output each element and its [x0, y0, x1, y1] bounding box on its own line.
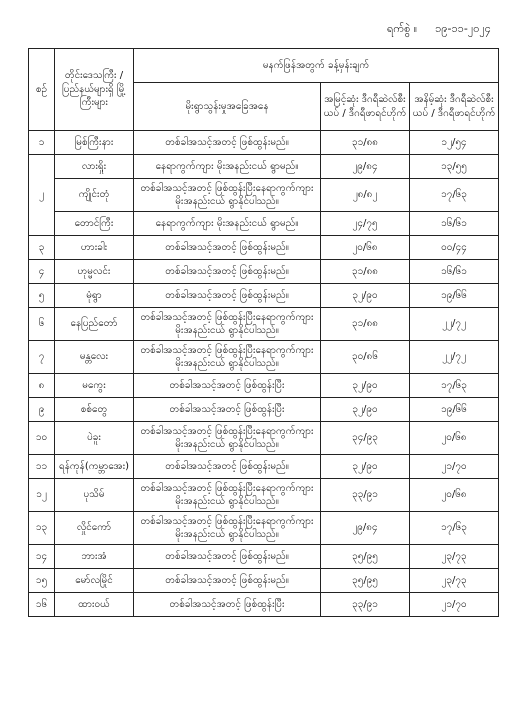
header-forecast-group: မနက်ဖြန်အတွက် ခန့်မှန်းချက်	[134, 49, 499, 83]
row-max-temp: ၃၂/၉၀	[321, 374, 410, 398]
row-max-temp: ၃၁/၈၈	[321, 260, 410, 284]
row-min-temp: ၂၁/၇၀	[410, 455, 499, 479]
row-min-temp: ၁၆/၆၁	[410, 260, 499, 284]
row-max-temp: ၂၄/၇၅	[321, 212, 410, 236]
row-condition: တစ်ခါအသင့်အတင့် ဖြစ်ထွန်းမည်။	[134, 569, 321, 593]
row-max-temp: ၃၃/၉၁	[321, 479, 410, 512]
row-max-temp: ၃၂/၉၀	[321, 284, 410, 308]
row-serial-number: ၁၅	[29, 569, 55, 593]
row-min-temp: ၂၂/၇၂	[410, 308, 499, 341]
row-min-temp: ၂၀/၆၈	[410, 479, 499, 512]
row-serial-number: ၆	[29, 308, 55, 341]
header-region-cities: တိုင်းဒေသကြီး / ပြည်နယ်များရှိ မြို့ကြီးများ	[55, 49, 134, 131]
row-condition: တစ်ခါအသင့်အတင့် ဖြစ်ထွန်းမည်။	[134, 131, 321, 155]
row-condition: တစ်ခါအသင့်အတင့် ဖြစ်ထွန်းမည်။	[134, 545, 321, 569]
row-max-temp: ၃၄/၉၃	[321, 422, 410, 455]
row-serial-number: ၈	[29, 374, 55, 398]
table-row	[29, 398, 499, 422]
row-serial-number: ၁၁	[29, 455, 55, 479]
forecast-table	[28, 48, 499, 617]
row-serial-number: ၁၀	[29, 422, 55, 455]
header-rain-condition: မိုးရွာသွန်းမှုအခြေအနေ	[134, 83, 321, 131]
row-max-temp: ၃၅/၉၅	[321, 545, 410, 569]
row-city: စစ်တွေ	[55, 398, 134, 422]
table-row	[29, 260, 499, 284]
row-min-temp: ၁၃/၅၅	[410, 155, 499, 179]
row-city: လားရှိုး	[55, 155, 134, 179]
row-condition: တစ်ခါအသင့်အတင့် ဖြစ်ထွန်းပြီး	[134, 398, 321, 422]
table-row	[29, 374, 499, 398]
row-condition: နေရာကွက်ကျား မိုးအနည်းငယ် ရွာမည်။	[134, 212, 321, 236]
row-city: မကွေး	[55, 374, 134, 398]
row-serial-number: ၃	[29, 236, 55, 260]
row-serial-number: ၁၄	[29, 545, 55, 569]
row-condition: တစ်ခါအသင့်အတင့် ဖြစ်ထွန်းပြီး	[134, 593, 321, 617]
row-min-temp: ၂၁/၇၀	[410, 593, 499, 617]
row-max-temp: ၃၂/၉၀	[321, 398, 410, 422]
row-serial-number: ၇	[29, 341, 55, 374]
row-city: ဟားခါး	[55, 236, 134, 260]
table-body	[29, 131, 499, 617]
row-min-temp: ၁၇/၆၃	[410, 374, 499, 398]
row-condition: တစ်ခါအသင့်အတင့် ဖြစ်ထွန်းပြီးနေရာကွက်ကျား မိုးအနည်းငယ် ရွာနိုင်ပါသည်။	[134, 479, 321, 512]
table-row	[29, 455, 499, 479]
row-max-temp: ၃၁/၈၈	[321, 131, 410, 155]
row-city: ထားဝယ်	[55, 593, 134, 617]
row-city: ပုသိမ်	[55, 479, 134, 512]
table-row	[29, 284, 499, 308]
row-city: မုံရွာ	[55, 284, 134, 308]
row-condition: တစ်ခါအသင့်အတင့် ဖြစ်ထွန်းပြီးနေရာကွက်ကျား မိုးအနည်းငယ် ရွာနိုင်ပါသည်။	[134, 308, 321, 341]
row-min-temp: ၀၀/၄၄	[410, 236, 499, 260]
row-min-temp: ၂၃/၇၃	[410, 545, 499, 569]
row-max-temp: ၂၉/၈၄	[321, 512, 410, 545]
row-max-temp: ၂၈/၈၂	[321, 179, 410, 212]
row-city: ကျိုင်းတုံ	[55, 179, 134, 212]
row-min-temp: ၂၂/၇၂	[410, 341, 499, 374]
row-condition: နေရာကွက်ကျား မိုးအနည်းငယ် ရွာမည်။	[134, 155, 321, 179]
table-row	[29, 422, 499, 455]
row-max-temp: ၃၀/၈၆	[321, 341, 410, 374]
row-min-temp: ၁၇/၆၃	[410, 179, 499, 212]
row-serial-number: ၄	[29, 260, 55, 284]
row-min-temp: ၁၇/၆၃	[410, 512, 499, 545]
table-row	[29, 545, 499, 569]
row-city: ရန်ကုန်(ကမ္ဘာအေး)	[55, 455, 134, 479]
row-min-temp: ၂၀/၆၈	[410, 422, 499, 455]
header-serial-number: စဉ်	[29, 49, 55, 131]
row-max-temp: ၃၁/၈၈	[321, 308, 410, 341]
row-serial-number: ၁၃	[29, 512, 55, 545]
table-row	[29, 212, 499, 236]
row-condition: တစ်ခါအသင့်အတင့် ဖြစ်ထွန်းပြီး	[134, 374, 321, 398]
row-max-temp: ၂၉/၈၄	[321, 155, 410, 179]
row-min-temp: ၁၂/၅၄	[410, 131, 499, 155]
table-row	[29, 308, 499, 341]
table-row	[29, 236, 499, 260]
row-condition: တစ်ခါအသင့်အတင့် ဖြစ်ထွန်းမည်။	[134, 284, 321, 308]
table-header	[29, 49, 499, 131]
row-max-temp: ၃၃/၉၁	[321, 593, 410, 617]
row-serial-number: ၉	[29, 398, 55, 422]
table-row	[29, 479, 499, 512]
table-row	[29, 179, 499, 212]
header-min-temperature: အနိမ့်ဆုံး ဒီဂရီဆဲလ်စီးယပ် / ဒီဂရီဖာရင်ဟိုက်	[410, 83, 499, 131]
row-city: မန္တလေး	[55, 341, 134, 374]
table-row	[29, 131, 499, 155]
row-serial-number: ၅	[29, 284, 55, 308]
date-label: ရက်စွဲ ။	[387, 22, 418, 35]
row-condition: တစ်ခါအသင့်အတင့် ဖြစ်ထွန်းပြီးနေရာကွက်ကျား မိုးအနည်းငယ် ရွာနိုင်ပါသည်။	[134, 512, 321, 545]
row-max-temp: ၂၀/၆၈	[321, 236, 410, 260]
table-row	[29, 569, 499, 593]
row-city: ပဲခူး	[55, 422, 134, 455]
row-serial-number: ၁၂	[29, 479, 55, 512]
row-city: နေပြည်တော်	[55, 308, 134, 341]
row-city: လှိုင်ကော်	[55, 512, 134, 545]
row-min-temp: ၁၉/၆၆	[410, 284, 499, 308]
table-row	[29, 341, 499, 374]
row-condition: တစ်ခါအသင့်အတင့် ဖြစ်ထွန်းမည်။	[134, 260, 321, 284]
row-city: မော်လမြိုင်	[55, 569, 134, 593]
row-serial-number: ၁	[29, 131, 55, 155]
row-min-temp: ၂၃/၇၃	[410, 569, 499, 593]
table-row	[29, 593, 499, 617]
row-min-temp: ၁၉/၆၆	[410, 398, 499, 422]
date-value: ၁၉-၁၁-၂၀၂၄	[435, 22, 491, 35]
header-max-temperature: အမြင့်ဆုံး ဒီဂရီဆဲလ်စီးယပ် / ဒီဂရီဖာရင်ဟိုက်	[321, 83, 410, 131]
row-city: ဟုမ္မလင်း	[55, 260, 134, 284]
table-row	[29, 512, 499, 545]
date-line	[387, 22, 491, 38]
row-condition: တစ်ခါအသင့်အတင့် ဖြစ်ထွန်းပြီးနေရာကွက်ကျား မိုးအနည်းငယ် ရွာနိုင်ပါသည်။	[134, 179, 321, 212]
row-max-temp: ၃၂/၉၀	[321, 455, 410, 479]
row-city: မြစ်ကြီးနား	[55, 131, 134, 155]
row-condition: တစ်ခါအသင့်အတင့် ဖြစ်ထွန်းပြီးနေရာကွက်ကျား မိုးအနည်းငယ် ရွာနိုင်ပါသည်။	[134, 341, 321, 374]
row-serial-number: ၁၆	[29, 593, 55, 617]
row-condition: တစ်ခါအသင့်အတင့် ဖြစ်ထွန်းမည်။	[134, 455, 321, 479]
row-serial-number: ၂	[29, 155, 55, 236]
row-city: ဘားအံ	[55, 545, 134, 569]
row-city: တောင်ကြီး	[55, 212, 134, 236]
row-condition: တစ်ခါအသင့်အတင့် ဖြစ်ထွန်းမည်။	[134, 236, 321, 260]
table-row	[29, 155, 499, 179]
row-condition: တစ်ခါအသင့်အတင့် ဖြစ်ထွန်းပြီးနေရာကွက်ကျား မိုးအနည်းငယ် ရွာနိုင်ပါသည်။	[134, 422, 321, 455]
row-max-temp: ၃၅/၉၅	[321, 569, 410, 593]
row-min-temp: ၁၆/၆၁	[410, 212, 499, 236]
